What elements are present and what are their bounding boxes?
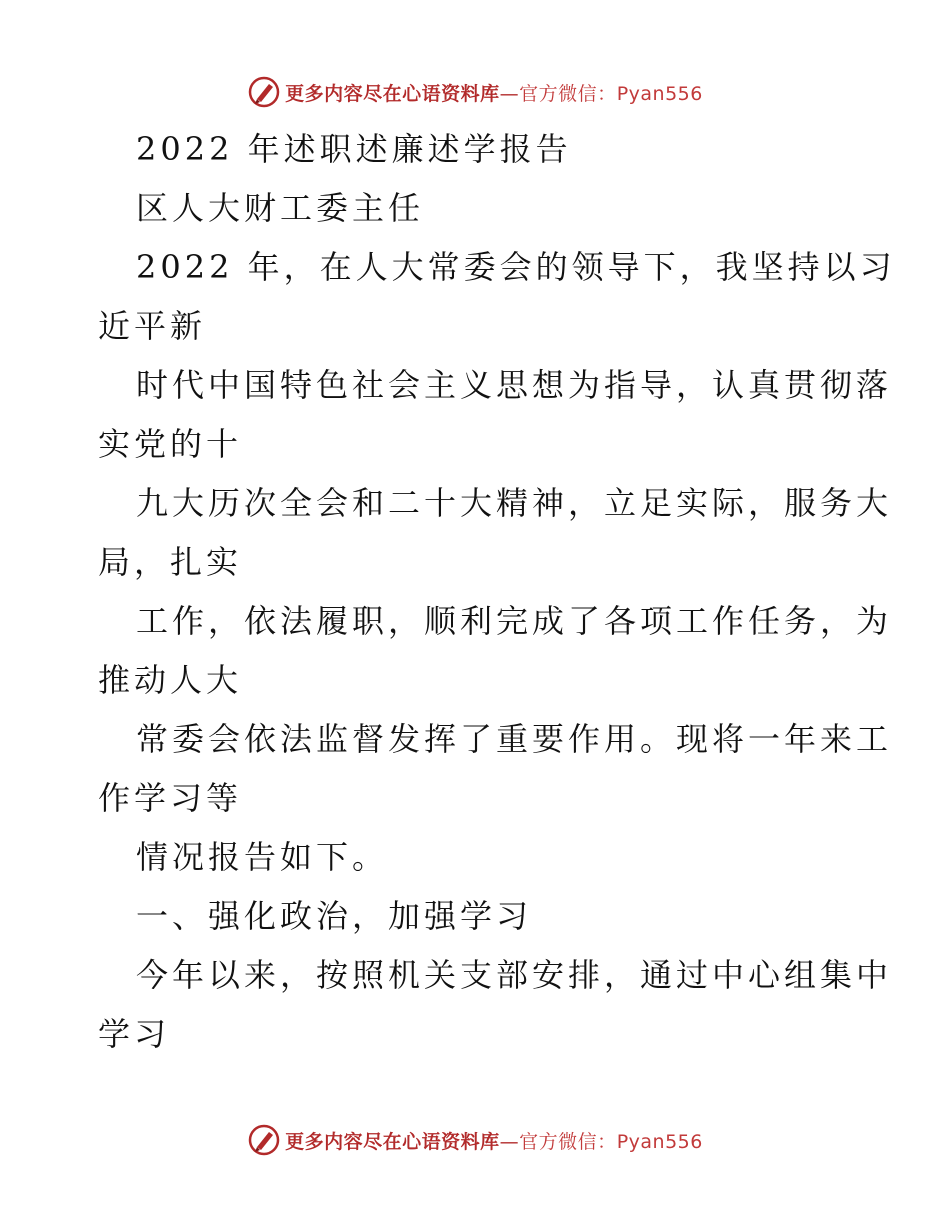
- banner-dash: —: [499, 82, 520, 105]
- text-line: 情况报告如下。: [136, 838, 389, 876]
- document-body: [98, 120, 896, 1064]
- text-line: 时代中国特色社会主义思想为指导，认真贯彻落: [136, 366, 893, 404]
- text-line: 作学习等: [98, 779, 243, 817]
- text-line: 区人大财工委主任: [136, 189, 425, 227]
- text-line: 推动人大: [98, 661, 243, 699]
- banner-sub-text: 官方微信：: [519, 1130, 617, 1153]
- text-line: 九大历次全会和二十大精神，立足实际，服务大: [136, 484, 893, 522]
- text-line: 工作，依法履职，顺利完成了各项工作任务，为: [136, 602, 893, 640]
- text-line: 局，扎实: [98, 543, 243, 581]
- text-line: 今年以来，按照机关支部安排，通过中心组集中: [136, 956, 893, 994]
- text-line: 学习: [98, 1015, 171, 1053]
- pen-logo-icon: [247, 1123, 281, 1157]
- text-line: 实党的十: [98, 425, 243, 463]
- text-line: 一、强化政治，加强学习: [136, 897, 533, 935]
- banner-wechat-id: Pyan556: [616, 82, 703, 105]
- text-line: 2022 年述职述廉述学报告: [136, 130, 572, 168]
- banner-sub-text: 官方微信：: [519, 82, 617, 105]
- text-line: 常委会依法监督发挥了重要作用。现将一年来工: [136, 720, 893, 758]
- footer-watermark-banner: [0, 1120, 950, 1160]
- text-line: 近平新: [98, 307, 207, 345]
- pen-logo-icon: [247, 75, 281, 109]
- header-watermark-banner: [0, 72, 950, 112]
- text-line: 2022 年，在人大常委会的领导下，我坚持以习: [136, 248, 896, 286]
- banner-wechat-id: Pyan556: [616, 1130, 703, 1153]
- banner-main-text: 更多内容尽在心语资料库: [285, 1130, 500, 1153]
- banner-main-text: 更多内容尽在心语资料库: [285, 82, 500, 105]
- banner-dash: —: [499, 1130, 520, 1153]
